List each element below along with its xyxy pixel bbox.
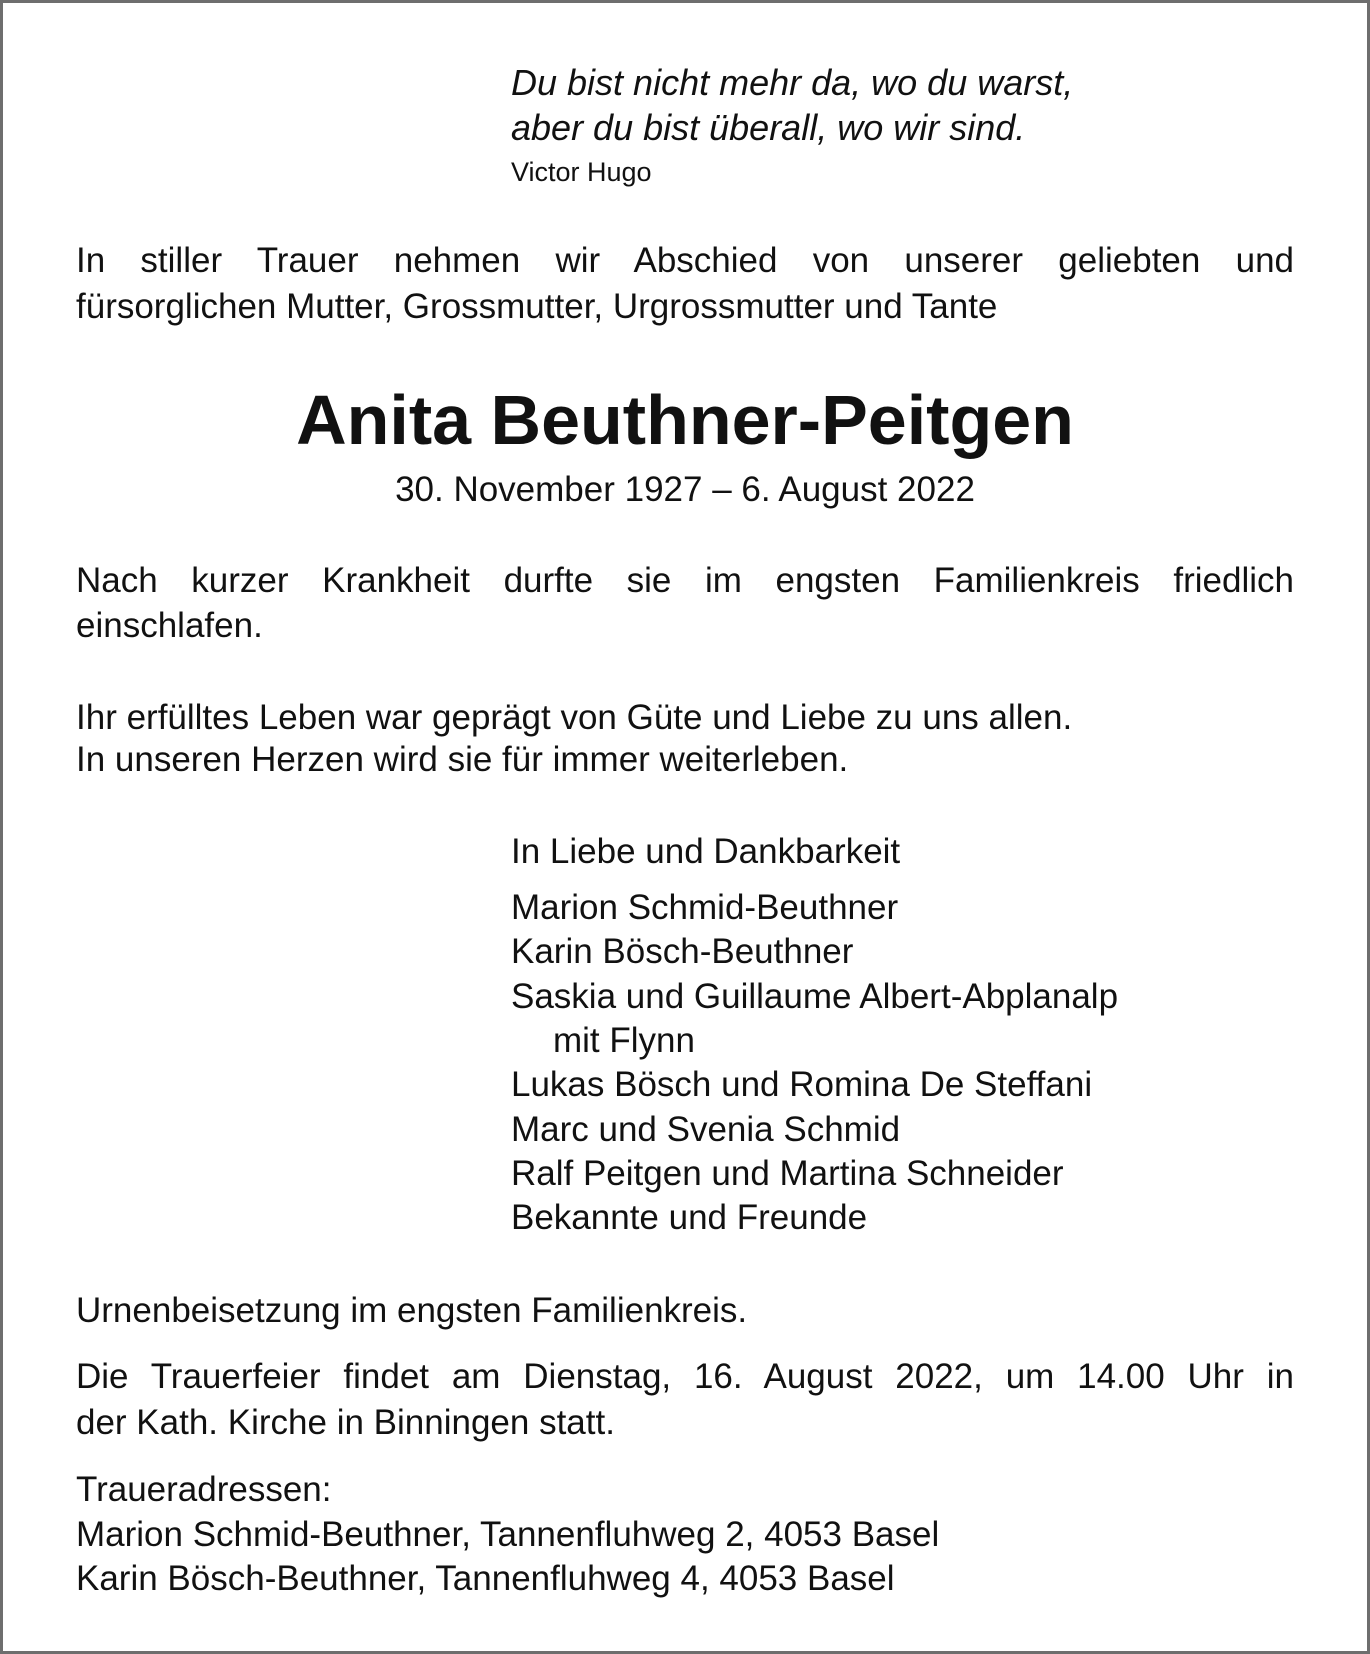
mourner: Saskia und Guillaume Albert-Abplanalp bbox=[511, 977, 1119, 1016]
mourner: Marc und Svenia Schmid bbox=[511, 1110, 901, 1149]
mourner: Marion Schmid-Beuthner bbox=[511, 888, 899, 927]
address-line: Marion Schmid-Beuthner, Tannenfluhweg 2, 4053 Basel bbox=[76, 1515, 940, 1554]
address-line: Karin Bösch-Beuthner, Tannenfluhweg 4, 4053 Basel bbox=[76, 1559, 895, 1598]
paragraph-line: Ihr erfülltes Leben war geprägt von Güte und Liebe zu uns allen. bbox=[76, 698, 1073, 737]
mourner: Bekannte und Freunde bbox=[511, 1198, 868, 1237]
addresses-heading: Traueradressen: bbox=[76, 1470, 332, 1509]
quote-line: aber du bist überall, wo wir sind. bbox=[511, 107, 1026, 148]
quote-author: Victor Hugo bbox=[511, 157, 652, 187]
life-dates: 30. November 1927 – 6. August 2022 bbox=[395, 470, 975, 509]
signoff: In Liebe und Dankbarkeit bbox=[511, 832, 901, 871]
intro-line: fürsorglichen Mutter, Grossmutter, Urgrossmutter und Tante bbox=[76, 287, 998, 326]
ceremony-line: Die Trauerfeier findet am Dienstag, 16. August 2022, um 14.00 Uhr in bbox=[76, 1357, 1294, 1396]
mourner: mit Flynn bbox=[553, 1021, 695, 1060]
mourner: Ralf Peitgen und Martina Schneider bbox=[511, 1154, 1064, 1193]
intro-line: In stiller Trauer nehmen wir Abschied von unserer geliebten und bbox=[76, 241, 1294, 280]
paragraph-line: einschlafen. bbox=[76, 606, 263, 645]
ceremony-line: der Kath. Kirche in Binningen statt. bbox=[76, 1403, 615, 1442]
paragraph-line: Nach kurzer Krankheit durfte sie im engsten Familienkreis friedlich bbox=[76, 561, 1294, 600]
mourner: Lukas Bösch und Romina De Steffani bbox=[511, 1065, 1093, 1104]
paragraph-line: In unseren Herzen wird sie für immer weiterleben. bbox=[76, 740, 849, 779]
burial-note: Urnenbeisetzung im engsten Familienkreis. bbox=[76, 1291, 748, 1330]
mourner: Karin Bösch-Beuthner bbox=[511, 932, 854, 971]
quote-line: Du bist nicht mehr da, wo du warst, bbox=[511, 62, 1074, 103]
deceased-name: Anita Beuthner-Peitgen bbox=[296, 381, 1074, 459]
